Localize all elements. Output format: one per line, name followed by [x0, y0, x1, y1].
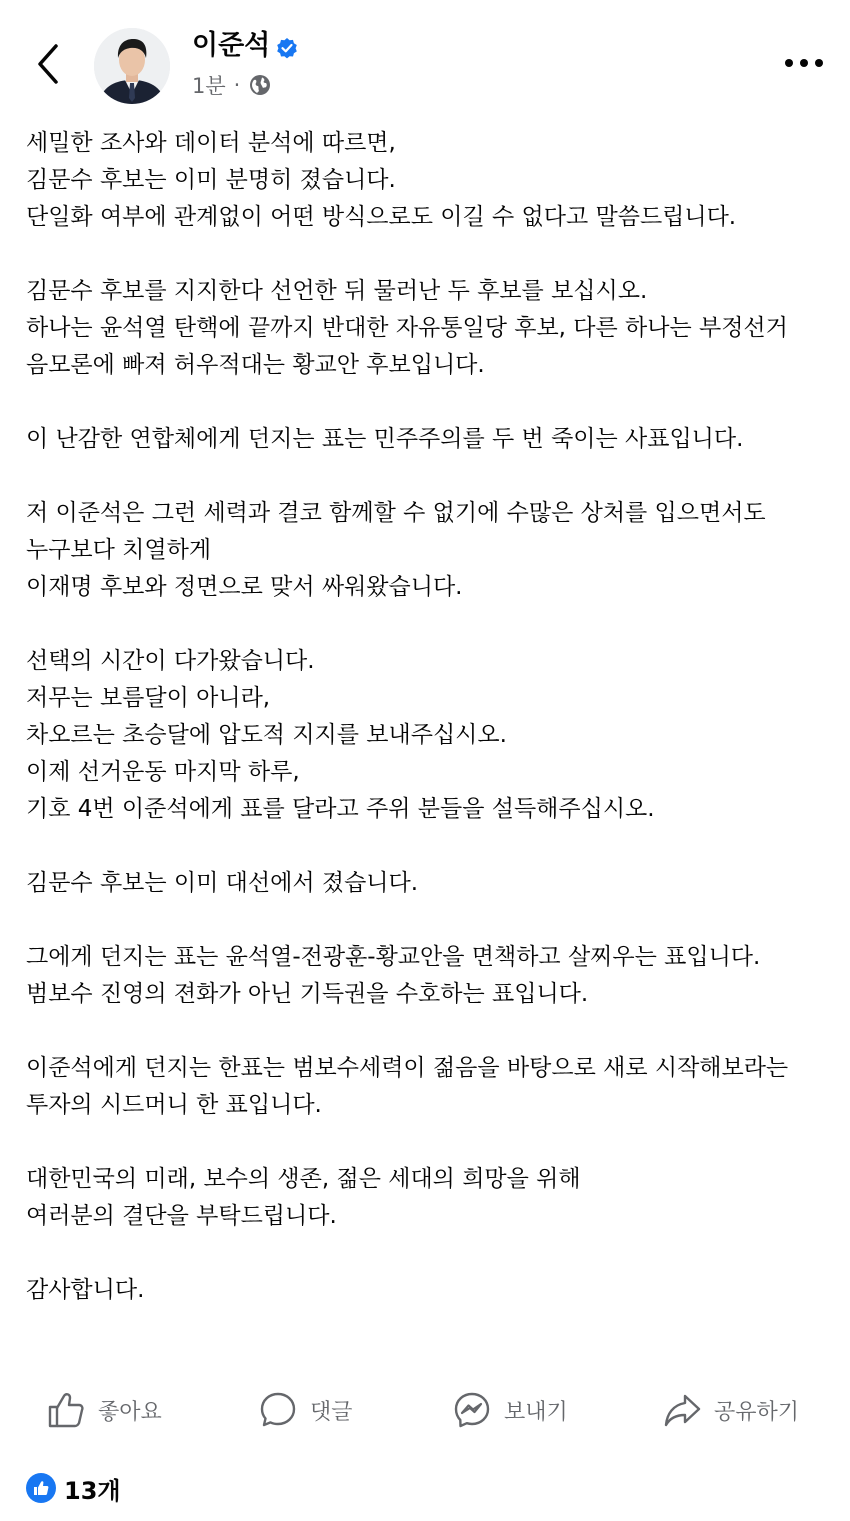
share-button[interactable]	[662, 1380, 799, 1440]
post-meta	[192, 70, 272, 100]
comment-label: 댓글	[310, 1399, 353, 1425]
back-button[interactable]	[28, 40, 68, 88]
share-label: 공유하기	[714, 1399, 800, 1425]
comment-icon	[258, 1390, 298, 1430]
action-bar	[0, 1380, 850, 1440]
thumbs-up-icon	[32, 1479, 50, 1497]
send-button[interactable]	[452, 1380, 568, 1440]
reaction-count: 13개	[64, 1476, 121, 1505]
post-paragraph: 이 난감한 연합체에게 던지는 표는 민주주의를 두 번 죽이는 사표입니다.	[26, 426, 744, 452]
post-paragraph: 저 이준석은 그런 세력과 결코 함께할 수 없기에 수많은 상처를 입으면서도 누구보다 치열하게 이재명 후보와 정면으로 맞서 싸워왔습니다.	[26, 500, 766, 600]
post-paragraph: 김문수 후보는 이미 대선에서 졌습니다.	[26, 870, 419, 896]
send-label: 보내기	[504, 1399, 568, 1425]
chevron-left-icon	[28, 40, 68, 88]
thumbs-up-icon	[46, 1390, 86, 1430]
messenger-icon	[452, 1390, 492, 1430]
post-paragraph: 감사합니다.	[26, 1277, 145, 1303]
share-icon	[662, 1390, 702, 1430]
post-paragraph: 선택의 시간이 다가왔습니다. 저무는 보름달이 아니라, 차오르는 초승달에 압도적 지지를 보내주십시오. 이제 선거운동 마지막 하루, 기호 4번 이준석에게 표를 달라고 주위 분들을 설득해주십시오.	[26, 648, 655, 822]
reactions-summary[interactable]	[26, 1470, 121, 1506]
comment-button[interactable]	[258, 1380, 353, 1440]
like-reaction-icon	[26, 1473, 56, 1503]
profile-photo	[94, 28, 170, 104]
meta-separator: ·	[233, 73, 241, 97]
like-label: 좋아요	[98, 1399, 162, 1425]
post-paragraph: 대한민국의 미래, 보수의 생존, 젊은 세대의 희망을 위해 여러분의 결단을 부탁드립니다.	[26, 1166, 581, 1229]
globe-icon	[248, 73, 272, 97]
post-header	[0, 0, 850, 120]
post-paragraph: 김문수 후보를 지지한다 선언한 뒤 물러난 두 후보를 보십시오. 하나는 윤석열 탄핵에 끝까지 반대한 자유통일당 후보, 다른 하나는 부정선거 음모론에 빠져 허우적대는 황교안 후보입니다.	[26, 278, 788, 378]
avatar[interactable]	[94, 28, 170, 104]
post-text	[26, 125, 831, 1309]
post-paragraph: 그에게 던지는 표는 윤석열-전광훈-황교안을 면책하고 살찌우는 표입니다. 범보수 진영의 젼화가 아닌 기득권을 수호하는 표입니다.	[26, 944, 768, 1007]
like-button[interactable]	[46, 1380, 162, 1440]
author-name[interactable]: 이준석	[192, 30, 271, 61]
post-paragraph: 세밀한 조사와 데이터 분석에 따르면, 김문수 후보는 이미 분명히 졌습니다. 단일화 여부에 관계없이 어떤 방식으로도 이길 수 없다고 말씀드립니다.	[26, 130, 737, 230]
verified-badge-icon	[275, 36, 299, 60]
post-paragraph: 이준석에게 던지는 한표는 범보수세력이 젊음을 바탕으로 새로 시작해보라는 투자의 시드머니 한 표입니다.	[26, 1055, 796, 1118]
post-time[interactable]: 1분	[192, 74, 226, 98]
ellipsis-icon	[782, 48, 826, 78]
more-options-button[interactable]	[782, 48, 826, 78]
